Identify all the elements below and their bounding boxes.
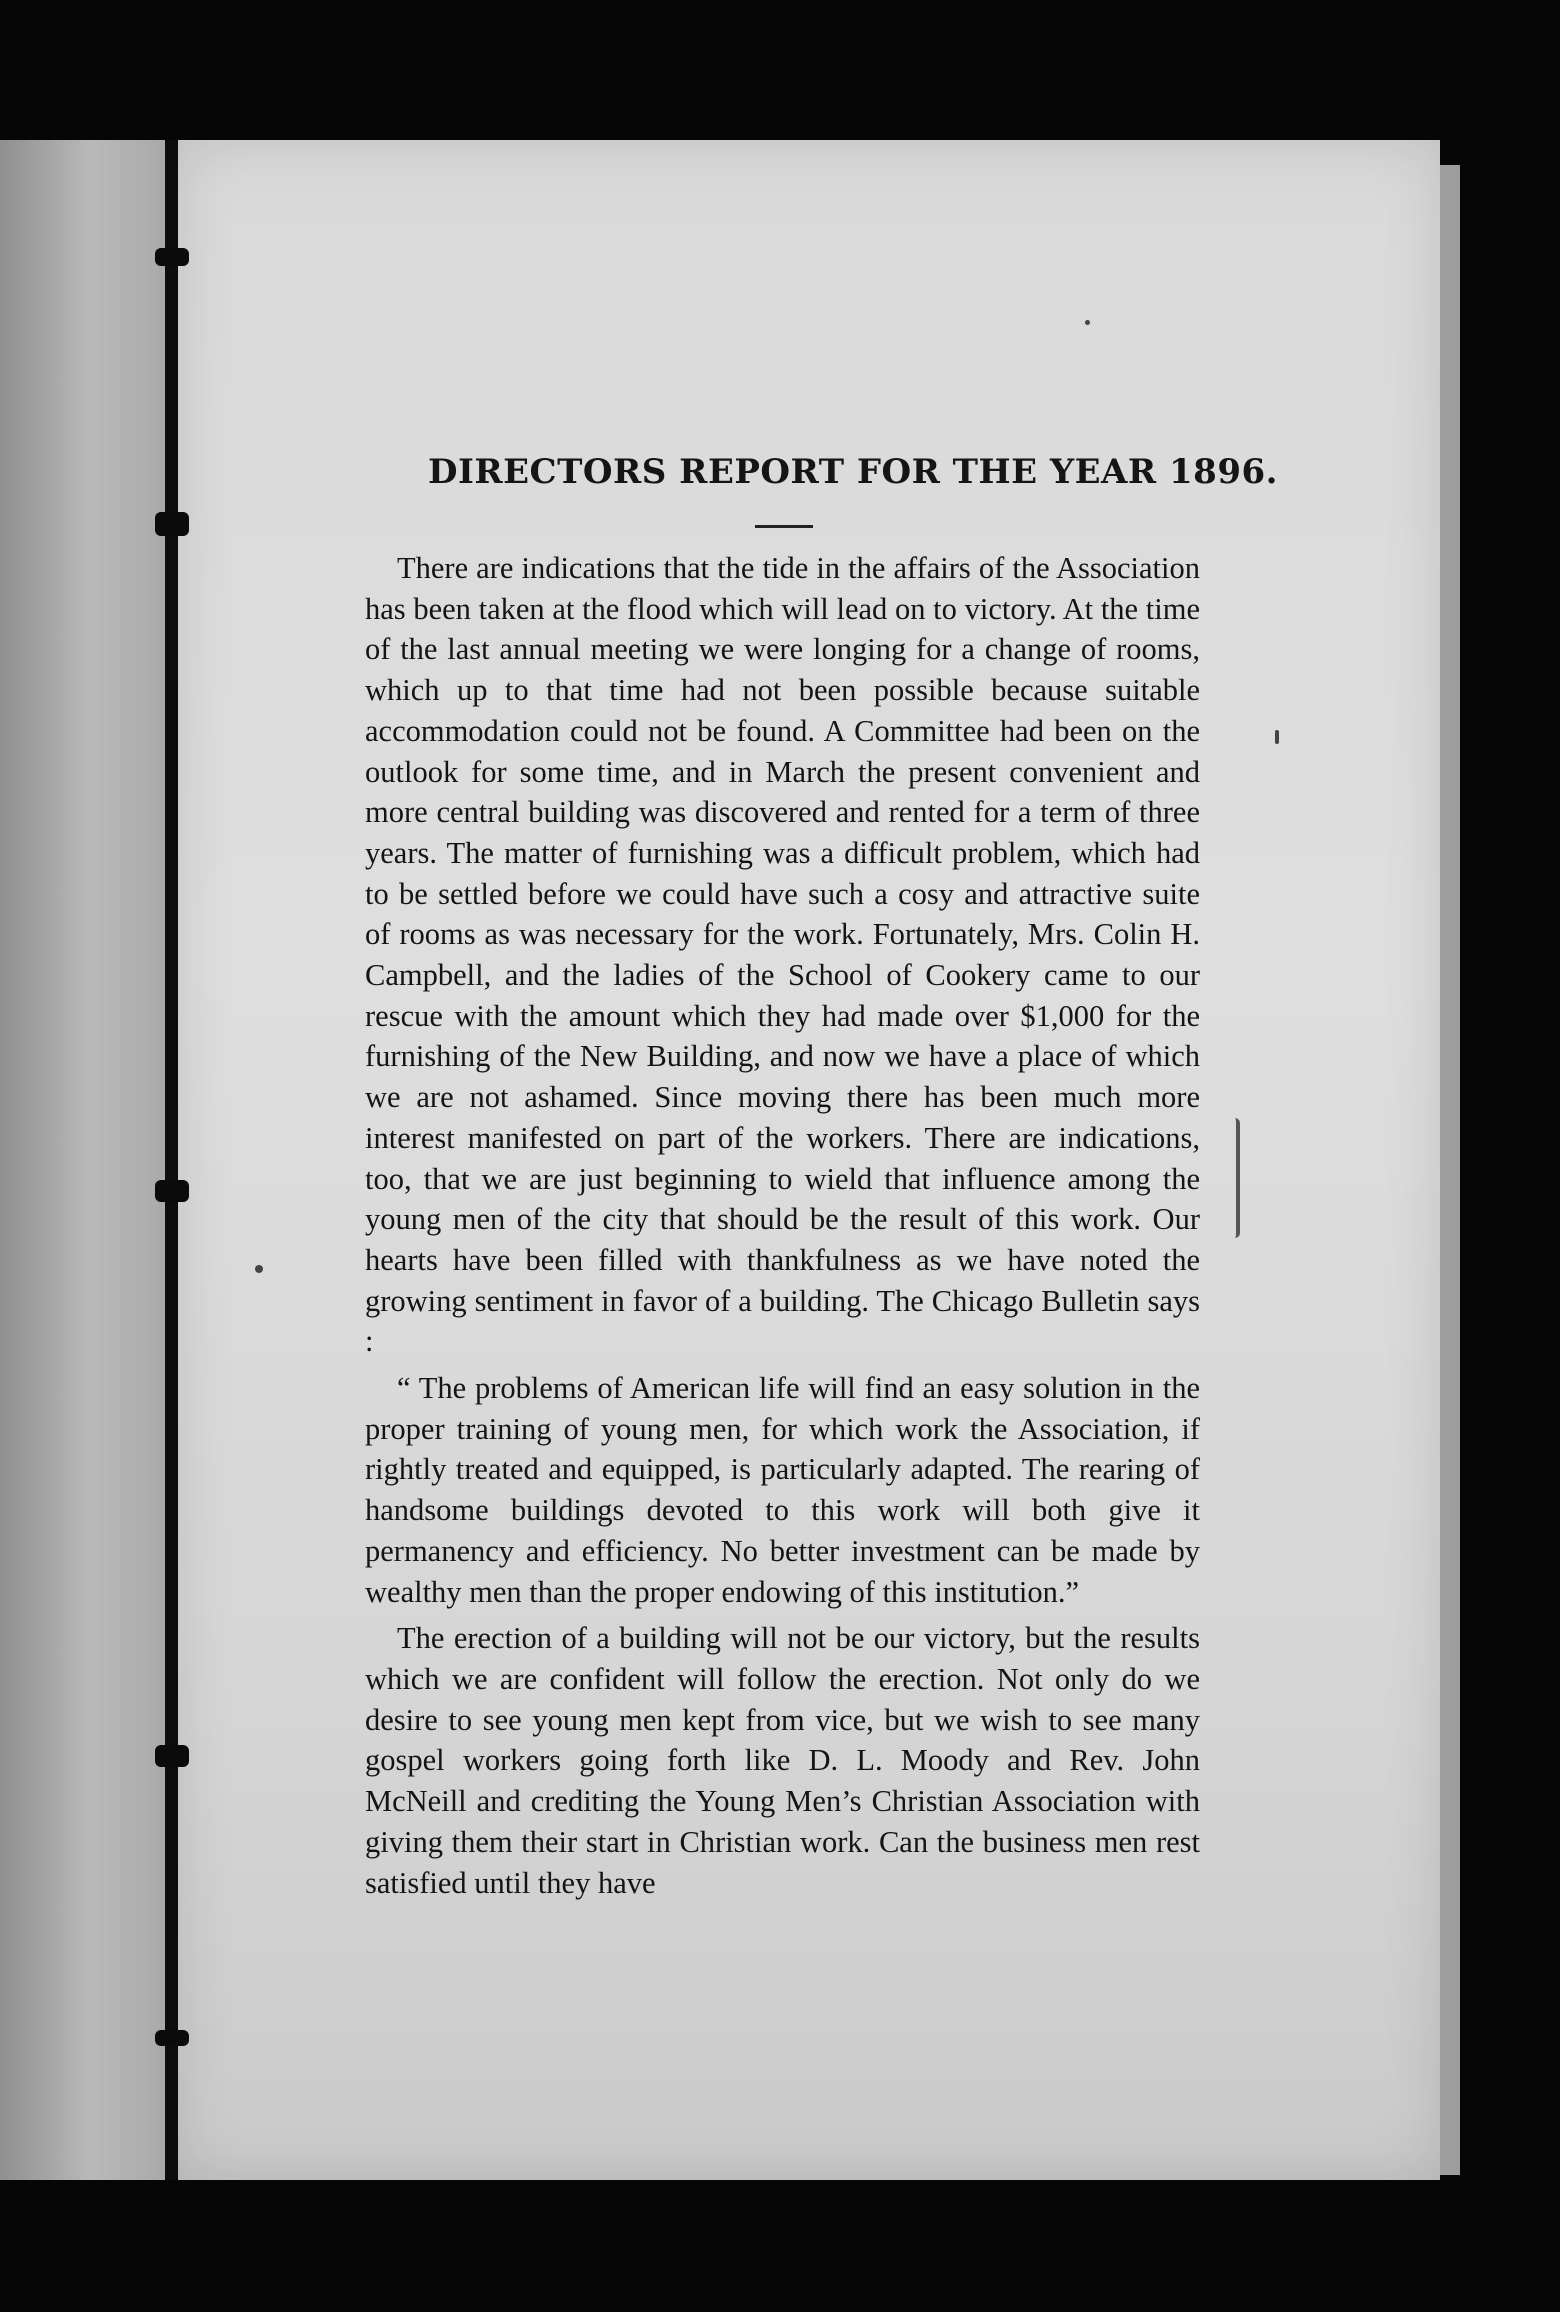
document-body: [365, 548, 1200, 1903]
quoted-paragraph: “ The problems of American life will find an easy solution in the proper training of young men, for which work the Association, if rightly treated and equipped, is particularly adapted. The rearing of handsome buildings devoted to this work will both give it permanency and efficiency. No better investment can be made by wealthy men than the proper endowing of this institution.”: [365, 1371, 1200, 1609]
left-page-edge: [0, 140, 165, 2180]
page-title: DIRECTORS REPORT FOR THE YEAR 1896.: [428, 452, 1278, 492]
binding-stitch: [155, 1180, 189, 1202]
page-speck: [1085, 320, 1090, 325]
page-stroke-mark: [1230, 1118, 1240, 1238]
book-binding: [165, 140, 178, 2180]
binding-stitch: [155, 2030, 189, 2046]
binding-stitch: [155, 1745, 189, 1767]
page-speck: [1275, 730, 1279, 744]
binding-stitch: [155, 248, 189, 266]
paragraph: The erection of a building will not be our victory, but the results which we are confident will follow the erection. Not only do we desire to see young men kept from vice, but we wish to see many gospel workers going forth like D. L. Moody and Rev. John McNeill and crediting the Young Men’s Christian Association with giving them their start in Christian work. Can the business men rest satisfied until they have: [365, 1621, 1200, 1900]
right-page-edge: [1440, 165, 1460, 2175]
paragraph: There are indications that the tide in the affairs of the Association has been taken at the flood which will lead on to victory. At the time of the last annual meeting we were longing for a change of rooms, which up to that time had not been possible because suitable accommodation could not be found. A Committee had been on the outlook for some time, and in March the present convenient and more central building was discovered and rented for a term of three years. The matter of furnishing was a difficult problem, which had to be settled before we could have such a cosy and attractive suite of rooms as was necessary for the work. Fortunately, Mrs. Colin H. Campbell, and the ladies of the School of Cookery came to our rescue with the amount which they had made over $1,000 for the furnishing of the New Building, and now we have a place of which we are not ashamed. Since moving there has been much more interest manifested on part of the workers. There are indications, too, that we are just beginning to wield that influence among the young men of the city that should be the result of this work. Our hearts have been filled with thankfulness as we have noted the growing sentiment in favor of a building. The Chicago Bulletin says :: [365, 551, 1200, 1359]
title-rule: [755, 525, 813, 528]
binding-stitch: [155, 512, 189, 536]
page-speck: [255, 1265, 263, 1273]
